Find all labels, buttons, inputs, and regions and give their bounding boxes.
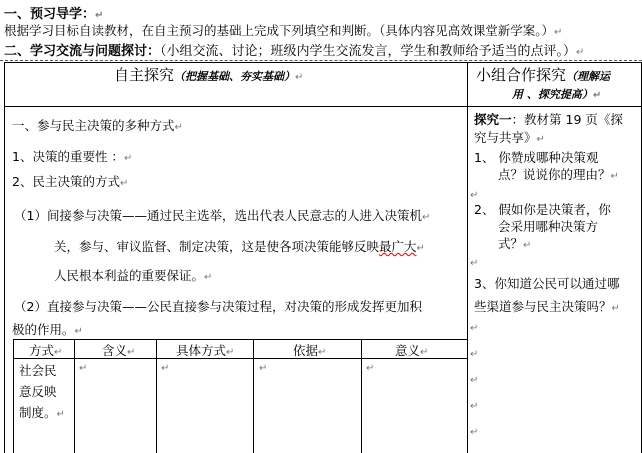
return-mark-icon: ↵ [161,363,170,374]
return-mark-icon: ↵ [470,375,479,386]
right-column-title-note: 用 、探究提高）↵ [512,88,602,101]
return-mark-icon: ↵ [127,347,136,358]
question-2-cont2: 式？↵ [498,236,532,251]
return-mark-icon: ↵ [259,363,268,374]
left-line-3: 2、民主决策的方式↵ [12,174,129,189]
return-mark-icon: ↵ [576,47,585,58]
table-col-border [361,339,362,453]
table-cell-text: 制度。↵ [19,405,65,420]
return-mark-icon: ↵ [295,72,304,83]
table-col-border [74,339,75,453]
return-mark-icon: ↵ [318,347,327,358]
left-line-4: （1）间接参与决策——通过民主选举，选出代表人民意志的人进入决策机↵ [14,208,431,223]
table-top-border [13,339,467,340]
return-mark-icon: ↵ [74,326,83,337]
return-mark-icon: ↵ [554,27,563,38]
return-mark-icon: ↵ [95,10,104,21]
return-mark-icon: ↵ [54,347,63,358]
section-heading-discussion: 二、学习交流与问题探讨：（小组交流、讨论；班级内学生交流发言，学生和教师给予适当的点评。）↵ [4,44,585,59]
return-mark-icon: ↵ [592,90,602,101]
section-divider [0,60,642,61]
table-col-border [253,339,254,453]
table-col-border [156,339,157,453]
table-col-border [13,339,14,453]
explore-one-heading: 探究一：教材第 19 页《探 [474,112,623,127]
left-line-2: 1、决策的重要性 ：↵ [12,149,133,164]
return-mark-icon: ↵ [421,212,431,223]
return-mark-icon: ↵ [420,347,429,358]
method-table [13,339,467,453]
return-mark-icon: ↵ [123,153,133,164]
return-mark-icon: ↵ [470,427,479,438]
return-mark-icon: ↵ [366,363,375,374]
return-mark-icon: ↵ [611,303,620,314]
return-mark-icon: ↵ [470,349,479,360]
question-1-cont: 点？说说你的理由？↵ [498,167,619,182]
left-line-6: 人民根本利益的重要保证。↵ [54,268,213,283]
question-1: 1、 你赞成哪种决策观 [474,150,599,165]
table-cell-text: 社会民 [19,363,57,378]
return-mark-icon: ↵ [416,243,425,254]
left-column-title: 自主探究（把握基础、夯实基础）↵ [114,66,304,84]
return-mark-icon: ↵ [470,323,479,334]
question-3: 3、你知道公民可以通过哪 [474,276,620,291]
return-mark-icon: ↵ [470,190,479,201]
left-line-7: （2）直接参与决策——公民直接参与决策过程，对决策的形成发挥更加积 [14,299,422,314]
left-line-5: 关，参与、审议监督、制定决策，这是使各项决策能够反映最广大↵ [54,239,425,254]
table-header-cell: 具体方式↵ [176,343,235,358]
return-mark-icon: ↵ [536,134,545,145]
table-col-border [467,339,468,453]
table-header-cell: 依据↵ [293,343,327,358]
left-line-8: 极的作用。↵ [12,322,83,337]
return-mark-icon: ↵ [610,171,619,182]
explore-one-source: 究与共享》↵ [474,130,545,145]
return-mark-icon: ↵ [523,240,532,251]
return-mark-icon: ↵ [226,347,235,358]
question-2: 2、 假如你是决策者，你 [474,202,611,217]
question-3-cont: 些渠道参与民主决策吗？↵ [474,299,620,314]
question-2-cont: 会采用哪种决策方 [498,219,599,234]
return-mark-icon: ↵ [56,409,65,420]
left-line-1: 一、参与民主决策的多种方式↵ [12,118,183,133]
table-cell-text: 意反映 [19,384,57,399]
section-heading-preview: 一、预习导学：↵ [4,7,104,22]
return-mark-icon: ↵ [79,363,88,374]
preview-instructions: 根据学习目标自读教材，在自主预习的基础上完成下列填空和判断。（具体内容见高效课堂新学案。）↵ [4,23,563,38]
header-row-divider [4,106,641,107]
return-mark-icon: ↵ [119,178,129,189]
table-header-cell: 含义↵ [102,343,136,358]
table-header-cell: 方式↵ [29,343,63,358]
return-mark-icon: ↵ [470,401,479,412]
return-mark-icon: ↵ [204,272,213,283]
return-mark-icon: ↵ [174,122,183,133]
table-header-cell: 意义↵ [395,343,429,358]
right-column-title: 小组合作探究（理解运 [476,66,611,84]
return-mark-icon: ↵ [470,258,479,269]
